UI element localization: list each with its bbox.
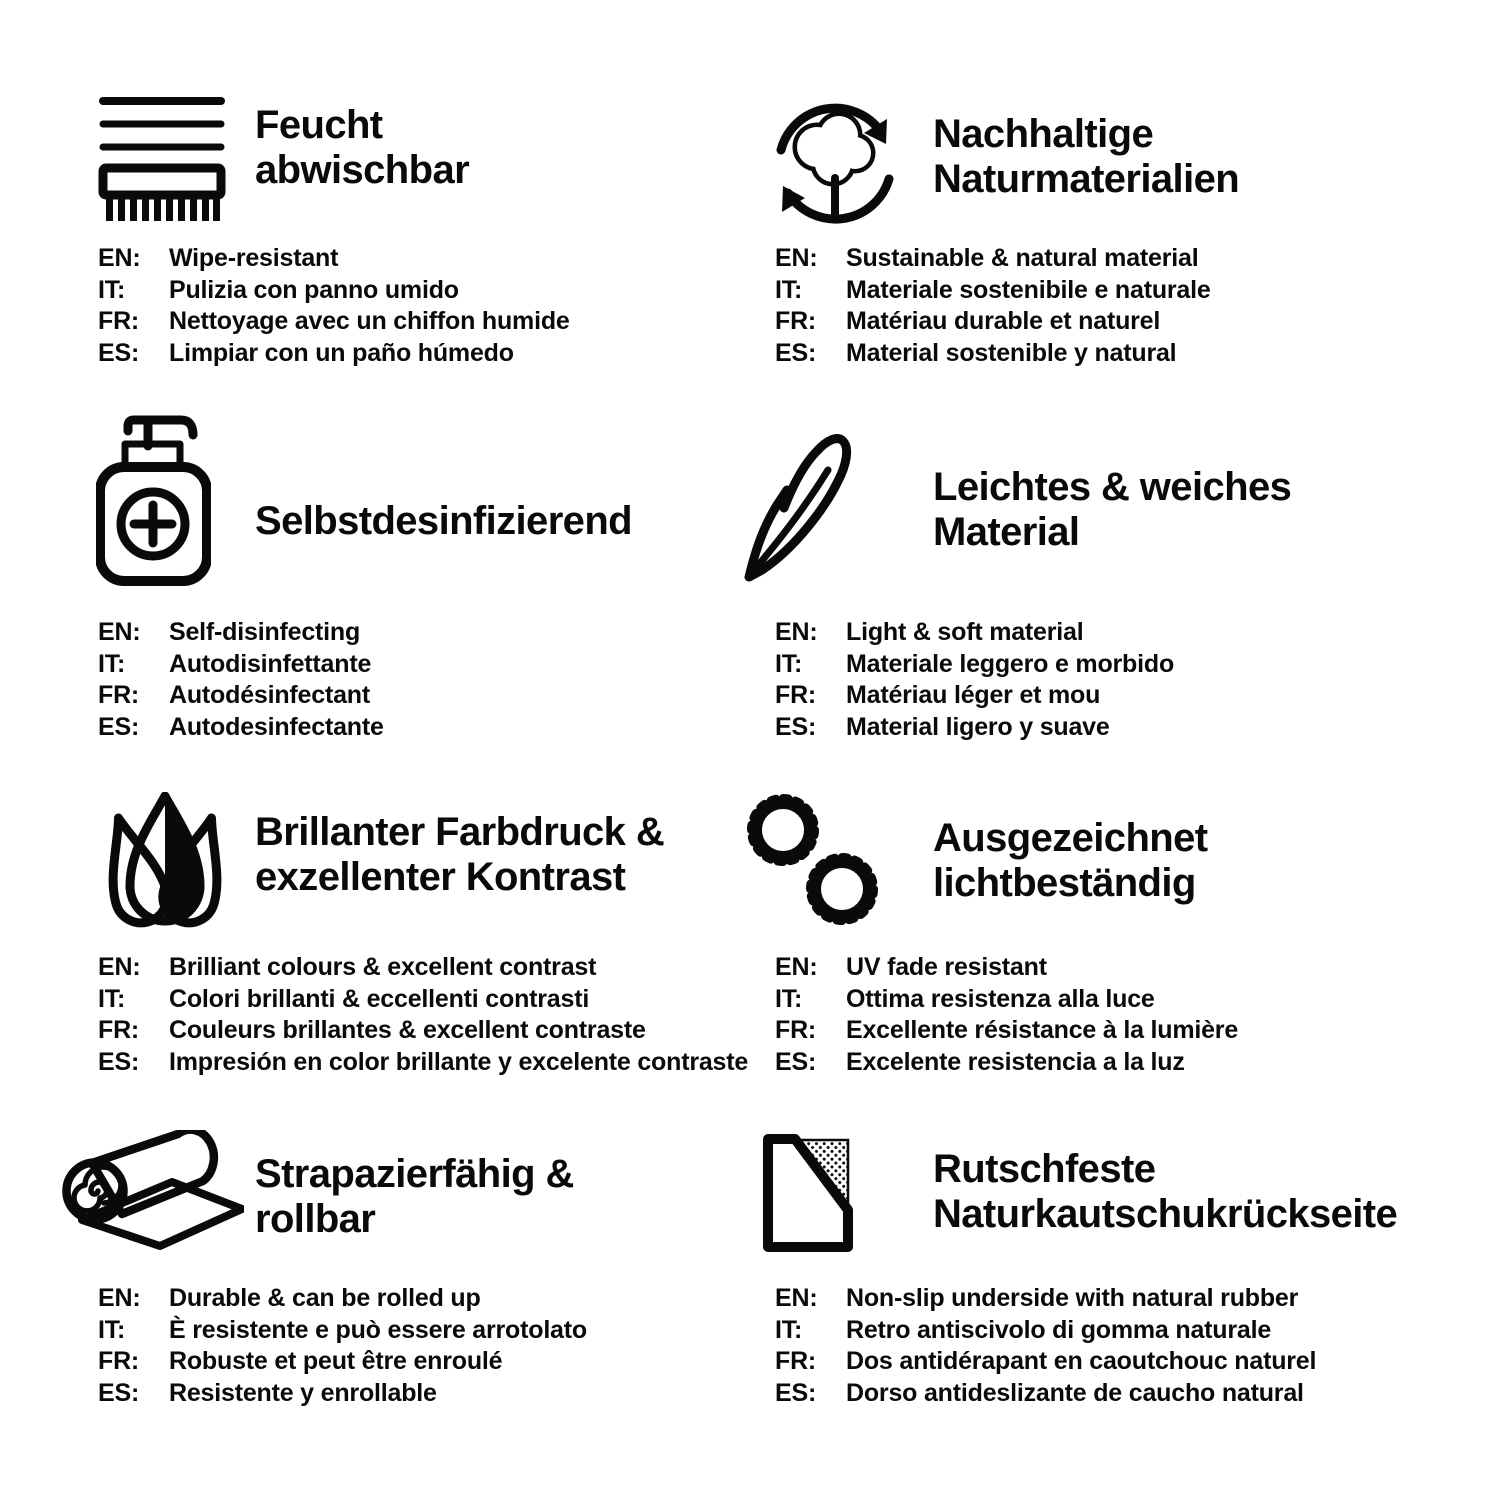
- lang-row-es: [775, 338, 1435, 370]
- lang-label: EN:: [98, 953, 141, 981]
- language-list: [775, 243, 1435, 369]
- lang-text: UV fade resistant: [846, 953, 1047, 981]
- lang-row-es: [775, 1047, 1435, 1079]
- lang-row-it: [98, 275, 758, 307]
- lang-row-es: [98, 712, 758, 744]
- lang-text: Matériau léger et mou: [846, 681, 1101, 710]
- title-line: Rutschfeste: [933, 1147, 1156, 1191]
- lang-row-it: [775, 649, 1435, 681]
- title-line: Material: [933, 510, 1080, 554]
- title-line: Strapazierfähig &: [255, 1152, 574, 1196]
- lang-text: Self-disinfecting: [169, 618, 361, 646]
- lang-label: ES:: [775, 1378, 817, 1407]
- title-line: Ausgezeichnet: [933, 816, 1208, 860]
- lang-text: Pulizia con panno umido: [169, 275, 459, 304]
- lang-text: Retro antiscivolo di gomma naturale: [846, 1315, 1272, 1344]
- lang-label: FR:: [775, 1016, 817, 1045]
- language-list: [775, 617, 1435, 743]
- lang-text: Resistente y enrollable: [169, 1378, 437, 1407]
- language-list: [98, 952, 758, 1078]
- lang-row-en: [775, 617, 1435, 649]
- language-list: [775, 1283, 1435, 1409]
- lang-row-en: [98, 952, 758, 984]
- lang-row-fr: [775, 1015, 1435, 1047]
- lang-label: FR:: [98, 681, 140, 710]
- rolled-mat-icon: [62, 1130, 244, 1258]
- lang-text: Wipe-resistant: [169, 244, 339, 272]
- lang-row-fr: [775, 680, 1435, 712]
- lang-row-en: [98, 243, 758, 275]
- title-line: Nachhaltige: [933, 112, 1154, 156]
- lang-text: Colori brillanti & eccellenti contrasti: [169, 984, 590, 1013]
- language-list: [98, 243, 758, 369]
- title-line: Naturmaterialien: [933, 157, 1240, 201]
- lang-text: Ottima resistenza alla luce: [846, 984, 1155, 1013]
- lang-text: Autodésinfectant: [169, 681, 370, 710]
- lang-row-it: [775, 1315, 1435, 1347]
- lang-label: FR:: [98, 1016, 140, 1045]
- lang-label: ES:: [775, 338, 817, 367]
- section-title: [255, 810, 815, 900]
- lang-row-es: [775, 712, 1435, 744]
- soap-dispenser-icon: [96, 412, 211, 586]
- lang-label: ES:: [775, 1047, 817, 1076]
- lang-row-it: [775, 984, 1435, 1016]
- folded-corner-icon: [762, 1133, 854, 1253]
- lang-label: EN:: [98, 1284, 141, 1312]
- lang-row-en: [775, 952, 1435, 984]
- uv-suns-icon: [746, 792, 879, 930]
- lang-label: IT:: [98, 275, 126, 304]
- lang-text: Autodisinfettante: [169, 649, 372, 678]
- lang-label: FR:: [98, 1347, 140, 1376]
- section-title: [255, 499, 815, 544]
- lang-text: Durable & can be rolled up: [169, 1284, 481, 1312]
- lang-text: Materiale leggero e morbido: [846, 649, 1175, 678]
- section-title: [933, 816, 1493, 906]
- section-title: [933, 465, 1493, 555]
- language-list: [775, 952, 1435, 1078]
- recycle-tree-icon: [772, 92, 898, 234]
- lang-label: IT:: [775, 275, 803, 304]
- lang-text: Nettoyage avec un chiffon humide: [169, 307, 570, 336]
- lang-row-en: [98, 617, 758, 649]
- section-title: [933, 1147, 1493, 1237]
- lang-label: EN:: [775, 1284, 818, 1312]
- lang-label: EN:: [775, 953, 818, 981]
- lang-label: IT:: [775, 984, 803, 1013]
- lang-label: IT:: [98, 649, 126, 678]
- lang-text: Impresión en color brillante y excelente contraste: [169, 1047, 749, 1076]
- lang-text: Excelente resistencia a la luz: [846, 1047, 1185, 1076]
- lang-label: EN:: [98, 618, 141, 646]
- title-line: abwischbar: [255, 148, 470, 192]
- title-line: rollbar: [255, 1197, 376, 1241]
- lang-label: ES:: [98, 1378, 140, 1407]
- language-list: [98, 617, 758, 743]
- lang-row-it: [98, 984, 758, 1016]
- lang-label: IT:: [98, 984, 126, 1013]
- title-line: Selbstdesinfizierend: [255, 499, 632, 543]
- title-line: Leichtes & weiches: [933, 465, 1292, 509]
- lang-row-fr: [98, 306, 758, 338]
- lang-label: IT:: [775, 1315, 803, 1344]
- lang-row-en: [775, 243, 1435, 275]
- lang-label: EN:: [775, 618, 818, 646]
- lang-label: ES:: [98, 1047, 140, 1076]
- ink-drops-icon: [100, 792, 230, 934]
- lang-text: Matériau durable et naturel: [846, 307, 1161, 336]
- title-line: exzellenter Kontrast: [255, 855, 626, 899]
- lang-row-it: [775, 275, 1435, 307]
- lang-row-en: [775, 1283, 1435, 1315]
- lang-row-it: [98, 1315, 758, 1347]
- brush-wipe-icon: [98, 94, 226, 226]
- section-title: [255, 103, 815, 193]
- lang-row-it: [98, 649, 758, 681]
- lang-text: Sustainable & natural material: [846, 244, 1199, 272]
- lang-text: Excellente résistance à la lumière: [846, 1016, 1239, 1045]
- section-title: [255, 1152, 815, 1242]
- lang-text: Autodesinfectante: [169, 712, 384, 741]
- lang-label: IT:: [98, 1315, 126, 1344]
- lang-row-fr: [98, 1346, 758, 1378]
- lang-text: Light & soft material: [846, 618, 1084, 646]
- lang-text: Non-slip underside with natural rubber: [846, 1284, 1299, 1312]
- lang-text: Materiale sostenibile e naturale: [846, 275, 1211, 304]
- lang-row-es: [98, 338, 758, 370]
- lang-label: FR:: [775, 1347, 817, 1376]
- lang-text: È resistente e può essere arrotolato: [169, 1315, 587, 1344]
- lang-row-en: [98, 1283, 758, 1315]
- lang-row-es: [98, 1047, 758, 1079]
- title-line: Feucht: [255, 103, 383, 147]
- lang-row-fr: [775, 306, 1435, 338]
- lang-text: Robuste et peut être enroulé: [169, 1347, 503, 1376]
- lang-text: Material sostenible y natural: [846, 338, 1177, 367]
- title-line: Brillanter Farbdruck &: [255, 810, 665, 854]
- lang-row-es: [775, 1378, 1435, 1410]
- title-line: lichtbeständig: [933, 861, 1196, 905]
- lang-label: IT:: [775, 649, 803, 678]
- lang-label: FR:: [775, 681, 817, 710]
- lang-label: ES:: [98, 712, 140, 741]
- lang-text: Dos antidérapant en caoutchouc naturel: [846, 1347, 1317, 1376]
- feather-icon: [740, 427, 860, 589]
- lang-label: EN:: [98, 244, 141, 272]
- lang-text: Limpiar con un paño húmedo: [169, 338, 514, 367]
- lang-label: ES:: [98, 338, 140, 367]
- title-line: Naturkautschukrückseite: [933, 1192, 1398, 1236]
- lang-label: EN:: [775, 244, 818, 272]
- lang-row-es: [98, 1378, 758, 1410]
- lang-row-fr: [98, 680, 758, 712]
- lang-text: Dorso antideslizante de caucho natural: [846, 1378, 1304, 1407]
- lang-text: Material ligero y suave: [846, 712, 1110, 741]
- language-list: [98, 1283, 758, 1409]
- lang-label: FR:: [775, 307, 817, 336]
- lang-row-fr: [98, 1015, 758, 1047]
- lang-label: ES:: [775, 712, 817, 741]
- section-title: [933, 112, 1493, 202]
- lang-label: FR:: [98, 307, 140, 336]
- lang-text: Brilliant colours & excellent contrast: [169, 953, 597, 981]
- lang-row-fr: [775, 1346, 1435, 1378]
- lang-text: Couleurs brillantes & excellent contraste: [169, 1016, 646, 1045]
